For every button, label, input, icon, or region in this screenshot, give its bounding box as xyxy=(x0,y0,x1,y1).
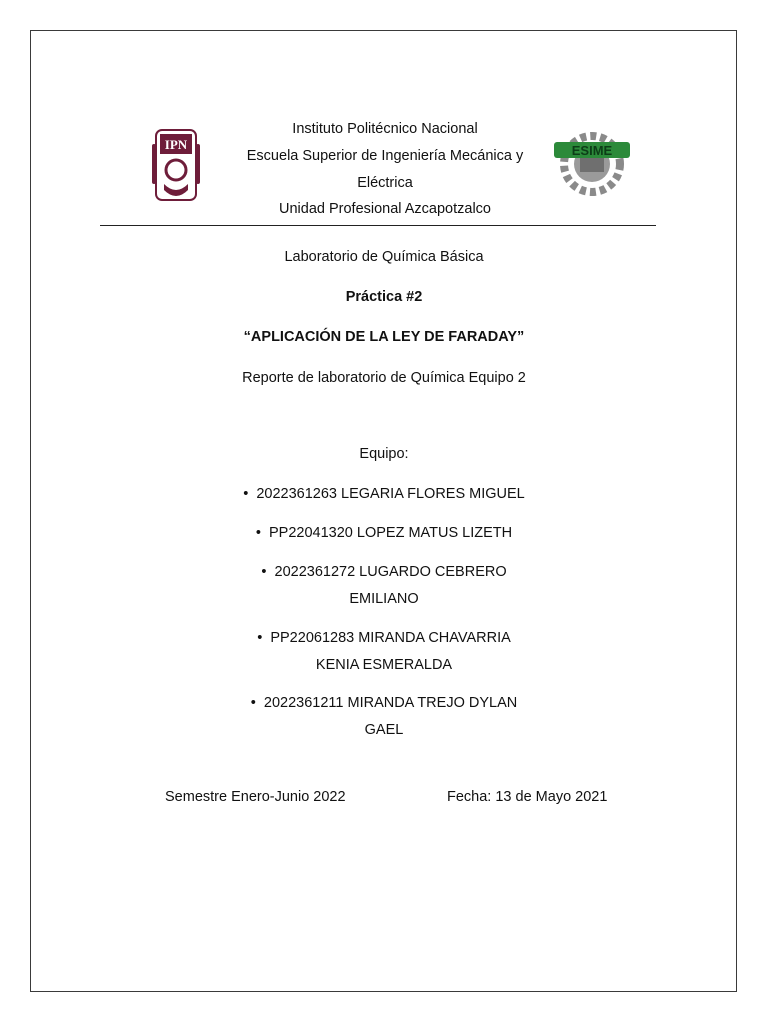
unit-name: Unidad Profesional Azcapotzalco xyxy=(279,201,491,218)
header-divider xyxy=(100,225,656,226)
team-member xyxy=(0,690,768,744)
team-member xyxy=(0,481,768,508)
member-line: 2022361211 MIRANDA TREJO DYLAN xyxy=(263,695,518,711)
team-member xyxy=(0,625,768,679)
member-line: 2022361263 LEGARIA FLORES MIGUEL xyxy=(256,486,525,502)
bullet: • xyxy=(257,630,263,646)
member-line: 2022361272 LUGARDO CEBRERO xyxy=(274,564,507,580)
practice-number: Práctica #2 xyxy=(345,289,423,305)
bullet: • xyxy=(250,695,256,711)
bullet: • xyxy=(243,486,249,502)
team-member xyxy=(0,520,768,547)
bullet: • xyxy=(261,564,267,580)
institution-name: Instituto Politécnico Nacional xyxy=(292,121,478,137)
member-line-continued: EMILIANO xyxy=(349,591,419,607)
ipn-logo xyxy=(150,124,202,206)
esime-logo xyxy=(550,124,634,200)
report-subtitle: Reporte de laboratorio de Química Equipo 2 xyxy=(242,370,526,386)
member-line: PP22041320 LOPEZ MATUS LIZETH xyxy=(269,525,513,541)
member-line: PP22061283 MIRANDA CHAVARRIA xyxy=(270,630,511,646)
date-label: Fecha: 13 de Mayo 2021 xyxy=(447,789,608,805)
institution-header xyxy=(230,116,540,223)
school-name-line1: Escuela Superior de Ingeniería Mecánica y xyxy=(246,147,524,164)
team-member xyxy=(0,559,768,613)
team-label: Equipo: xyxy=(359,446,409,462)
report-title: “APLICACIÓN DE LA LEY DE FARADAY” xyxy=(243,329,525,345)
member-line-continued: KENIA ESMERALDA xyxy=(315,657,453,673)
esime-logo-lettering: ESIME xyxy=(571,143,613,158)
bullet: • xyxy=(255,525,261,541)
school-name-line2: Eléctrica xyxy=(357,174,413,191)
member-line-continued: GAEL xyxy=(364,722,404,738)
lab-name: Laboratorio de Química Básica xyxy=(284,249,484,265)
semester-label: Semestre Enero-Junio 2022 xyxy=(165,789,346,805)
ipn-logo-lettering: IPN xyxy=(164,137,188,152)
